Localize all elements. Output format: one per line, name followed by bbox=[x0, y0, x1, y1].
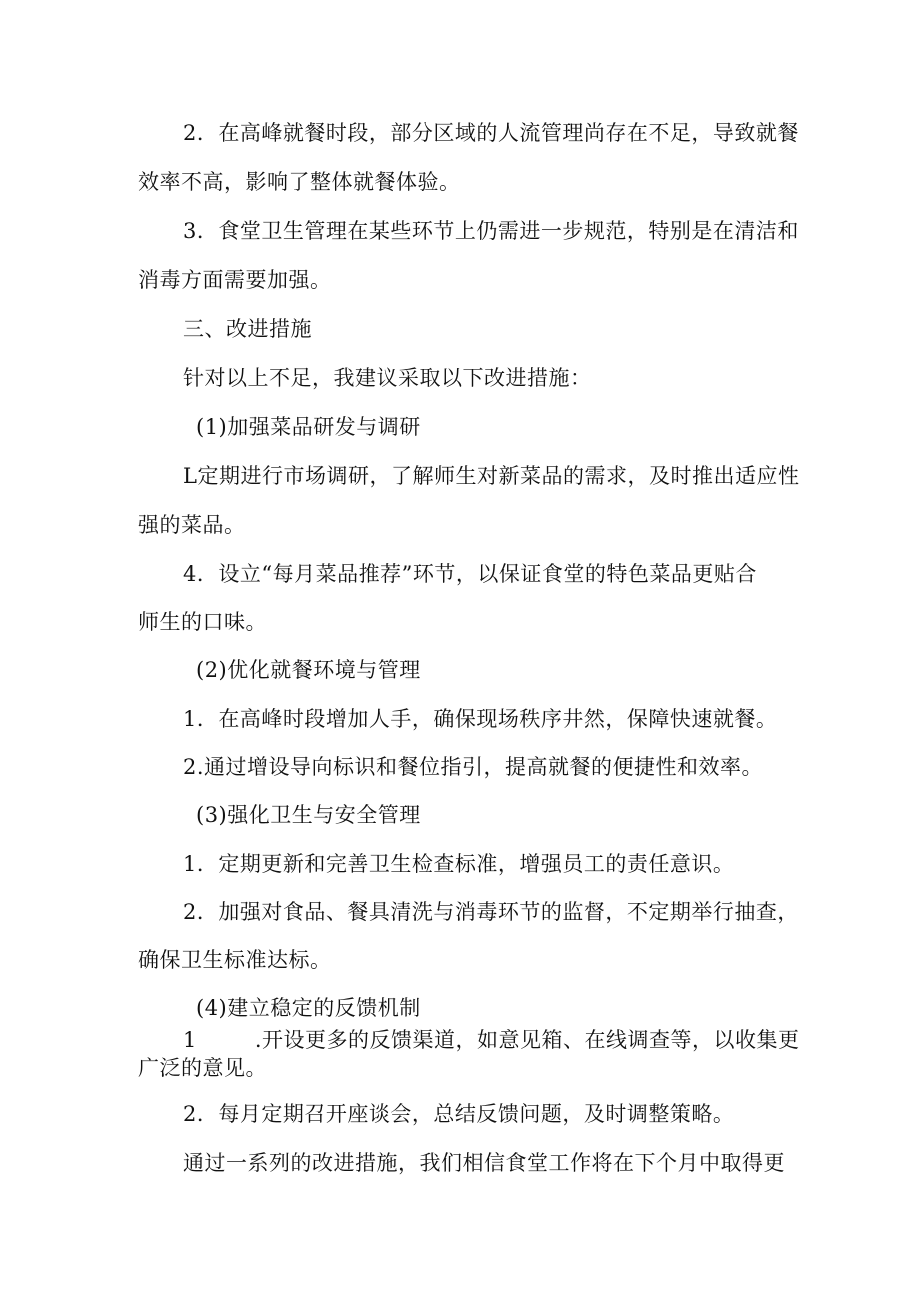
item-4-1-number: 1 bbox=[183, 1028, 197, 1052]
item-3-2-line-2: 确保卫生标准达标。 bbox=[138, 948, 332, 972]
paragraph-issue-2-line-2: 效率不高，影响了整体就餐体验。 bbox=[138, 170, 461, 194]
item-3-2-line-1: 2．加强对食品、餐具清洗与消毒环节的监督，不定期举行抽查， bbox=[183, 900, 799, 924]
item-4-2: 2．每月定期召开座谈会，总结反馈问题，及时调整策略。 bbox=[183, 1102, 735, 1126]
item-1-2-line-2: 师生的口味。 bbox=[138, 610, 267, 634]
section-heading-improvements: 三、改进措施 bbox=[183, 317, 312, 341]
item-3-1: 1．定期更新和完善卫生检查标准，增强员工的责任意识。 bbox=[183, 852, 735, 876]
paragraph-issue-3-line-1: 3．食堂卫生管理在某些环节上仍需进一步规范，特别是在清洁和 bbox=[183, 219, 799, 243]
subheading-1: (1)加强菜品研发与调研 bbox=[196, 415, 421, 439]
subheading-2: (2)优化就餐环境与管理 bbox=[196, 658, 421, 682]
subheading-3: (3)强化卫生与安全管理 bbox=[196, 803, 421, 827]
item-1-2-line-1: 4．设立“每月菜品推荐”环节，以保证食堂的特色菜品更贴合 bbox=[183, 562, 757, 586]
item-1-1-line-2: 强的菜品。 bbox=[138, 513, 246, 537]
item-4-1-text: .开设更多的反馈渠道，如意见箱、在线调查等，以收集更 bbox=[254, 1028, 800, 1052]
subheading-4: (4)建立稳定的反馈机制 bbox=[196, 996, 421, 1020]
paragraph-intro: 针对以上不足，我建议采取以下改进措施： bbox=[183, 366, 592, 390]
item-1-1-line-1: L定期进行市场调研，了解师生对新菜品的需求，及时推出适应性 bbox=[183, 464, 800, 488]
paragraph-issue-2-line-1: 2．在高峰就餐时段，部分区域的人流管理尚存在不足，导致就餐 bbox=[183, 121, 799, 145]
item-2-1: 1．在高峰时段增加人手，确保现场秩序井然，保障快速就餐。 bbox=[183, 707, 778, 731]
item-4-1-line-2: 广泛的意见。 bbox=[138, 1056, 267, 1080]
paragraph-closing: 通过一系列的改进措施，我们相信食堂工作将在下个月中取得更 bbox=[183, 1151, 785, 1175]
item-2-2: 2.通过增设导向标识和餐位指引，提高就餐的便捷性和效率。 bbox=[183, 755, 764, 779]
paragraph-issue-3-line-2: 消毒方面需要加强。 bbox=[138, 268, 332, 292]
item-4-1-line-1 bbox=[183, 1026, 800, 1054]
